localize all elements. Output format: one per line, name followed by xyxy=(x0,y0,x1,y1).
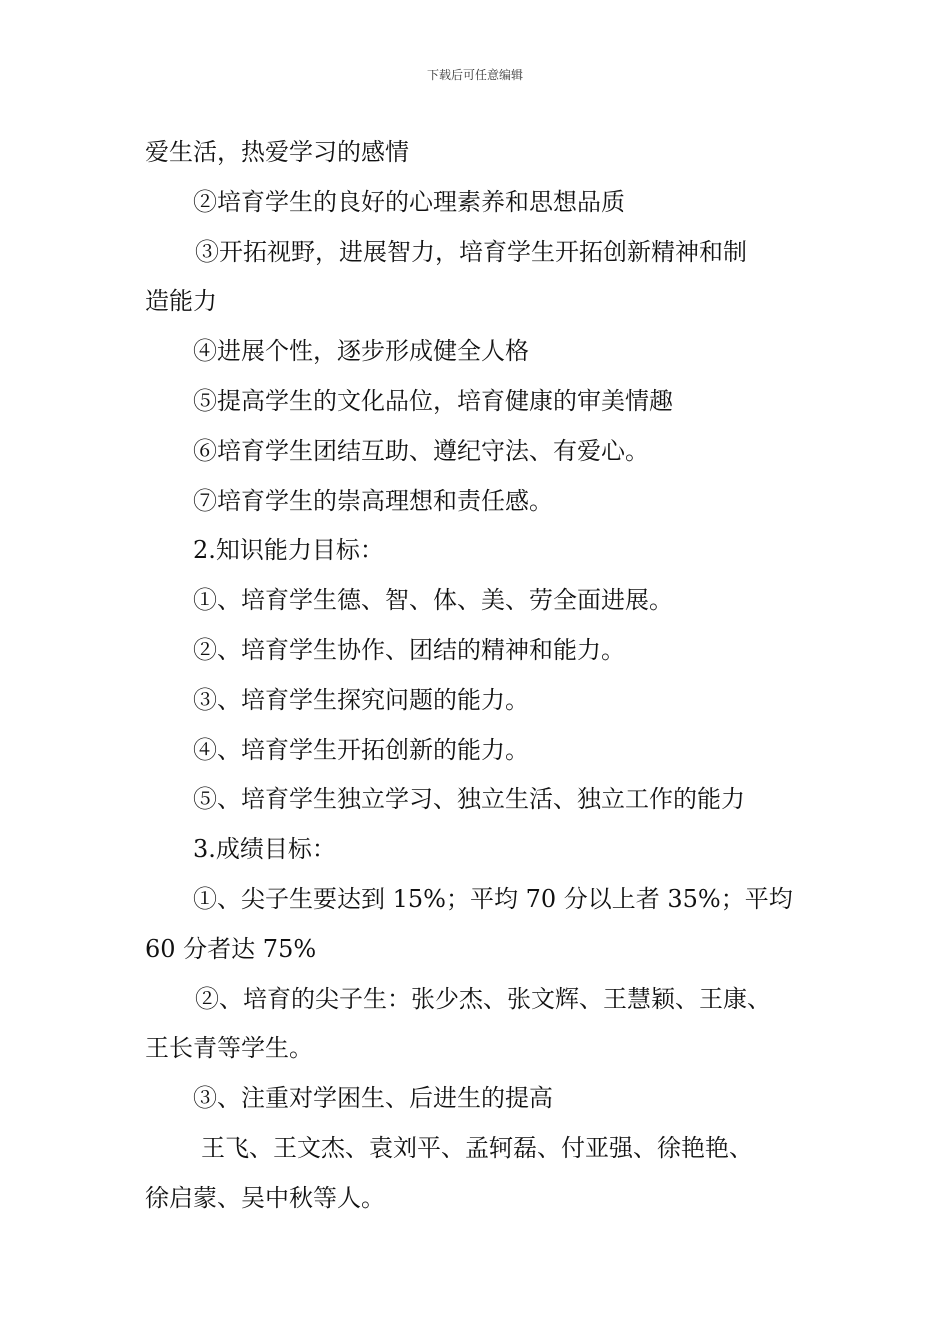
document-body xyxy=(145,128,835,1224)
paragraph-line: 60 分者达 75% xyxy=(145,934,317,963)
list-item: ③、注重对学困生、后进生的提高 xyxy=(193,1084,553,1113)
list-item: ④、培育学生开拓创新的能力。 xyxy=(193,735,529,764)
list-item: ③、培育学生探究问题的能力。 xyxy=(193,685,529,714)
list-item: ②培育学生的良好的心理素养和思想品质 xyxy=(193,187,625,216)
list-item: ②、培育学生协作、团结的精神和能力。 xyxy=(193,635,625,664)
paragraph-line: 王飞、王文杰、袁刘平、孟轲磊、付亚强、徐艳艳、 xyxy=(201,1133,753,1162)
list-item: ⑦培育学生的崇高理想和责任感。 xyxy=(193,486,553,515)
paragraph-line: 爱生活，热爱学习的感情 xyxy=(145,138,409,166)
paragraph-line: 王长青等学生。 xyxy=(145,1034,313,1063)
list-item: ②、培育的尖子生：张少杰、张文辉、王慧颖、王康、 xyxy=(195,984,771,1013)
list-item: ①、培育学生德、智、体、美、劳全面进展。 xyxy=(193,586,673,615)
list-item: ④进展个性，逐步形成健全人格 xyxy=(193,337,529,366)
paragraph-line: 造能力 xyxy=(145,287,217,316)
page-header: 下载后可任意编辑 xyxy=(426,68,523,82)
paragraph-line: 徐启蒙、吴中秋等人。 xyxy=(145,1183,385,1212)
section-heading: 3.成绩目标： xyxy=(193,835,336,864)
section-heading: 2.知识能力目标： xyxy=(193,536,384,565)
list-item: ⑤提高学生的文化品位，培育健康的审美情趣 xyxy=(193,386,673,415)
list-item: ①、尖子生要达到 15%；平均 70 分以上者 35%；平均 xyxy=(193,884,793,913)
list-item: ⑤、培育学生独立学习、独立生活、独立工作的能力 xyxy=(193,785,745,814)
list-item: ⑥培育学生团结互助、遵纪守法、有爱心。 xyxy=(193,436,649,465)
list-item: ③开拓视野，进展智力，培育学生开拓创新精神和制 xyxy=(195,237,747,266)
